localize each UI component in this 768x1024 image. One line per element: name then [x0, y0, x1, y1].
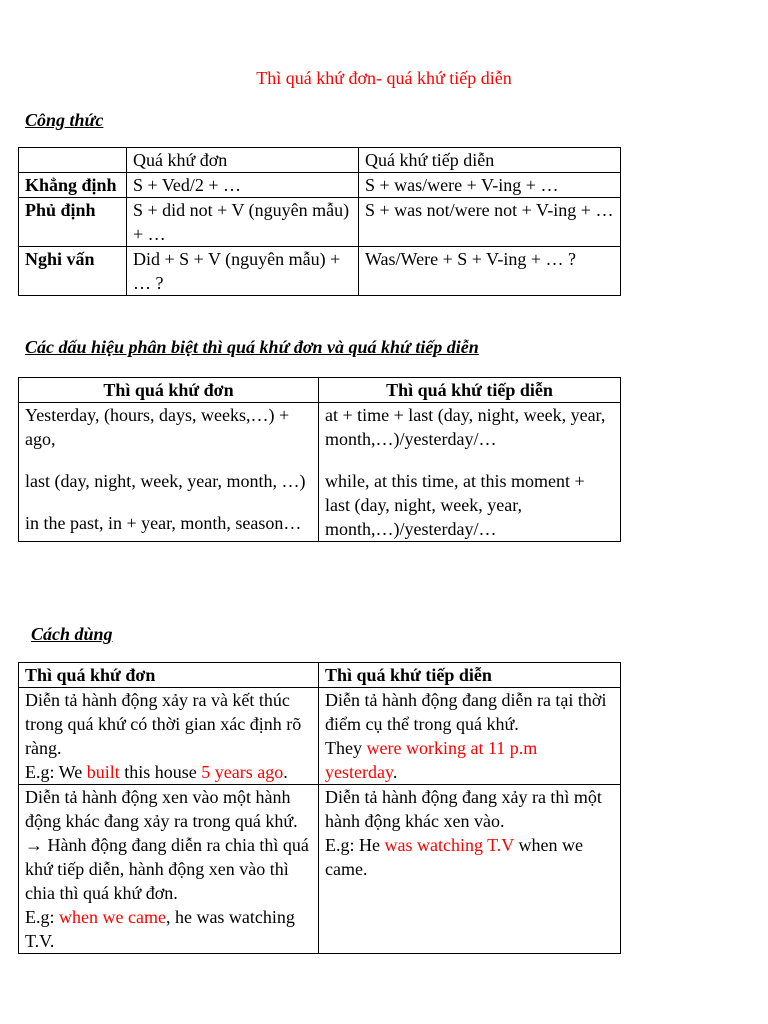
- example-highlight: 5 years ago: [201, 762, 284, 782]
- example-text: E.g: He: [325, 835, 385, 855]
- cell-continuous-negative: S + was not/were not + V-ing + …: [359, 198, 621, 247]
- table-row: [19, 688, 621, 785]
- usage-example: [325, 736, 614, 784]
- example-text: E.g:: [25, 907, 59, 927]
- usage-example: [25, 760, 312, 784]
- usage-description: Diễn tả hành động đang xảy ra thì một hành động khác xen vào.: [325, 787, 602, 831]
- example-text: , he was watching T.V.: [25, 907, 295, 951]
- table-header-simple-past: Thì quá khứ đơn: [19, 378, 319, 403]
- example-highlight: when we came: [59, 907, 166, 927]
- cell-continuous-usage-1: [319, 688, 621, 785]
- list-item: Yesterday, (hours, days, weeks,…) + ago,: [25, 405, 290, 449]
- list-item: in the past, in + year, month, season…: [25, 513, 302, 533]
- cell-simple-affirmative: S + Ved/2 + …: [127, 173, 359, 198]
- row-label-negative: Phủ định: [19, 198, 127, 247]
- formula-table: [18, 147, 621, 296]
- usage-description: Diễn tả hành động xen vào một hành động khác đang xảy ra trong quá khứ. → Hành động đang diễn ra chia thì quá khứ tiếp diễn, hành động xen vào thì chia thì quá khứ đơn.: [25, 787, 309, 903]
- example-text: E.g: We: [25, 762, 87, 782]
- table-header-past-continuous: Thì quá khứ tiếp diễn: [319, 663, 621, 688]
- cell-continuous-question: Was/Were + S + V-ing + … ?: [359, 247, 621, 296]
- list-item: last (day, night, week, year, month, …): [25, 471, 306, 491]
- page-title: Thì quá khứ đơn- quá khứ tiếp diễn: [256, 68, 512, 88]
- usage-example: [25, 905, 312, 953]
- example-highlight: was watching T.V: [384, 835, 514, 855]
- table-header-row: [19, 378, 621, 403]
- table-row: [19, 247, 621, 296]
- cell-simple-usage-1: [19, 688, 319, 785]
- table-header-simple-past: Quá khứ đơn: [127, 148, 359, 173]
- example-text: They: [325, 738, 367, 758]
- example-text: .: [392, 762, 398, 782]
- table-header-past-continuous: Thì quá khứ tiếp diễn: [319, 378, 621, 403]
- cell-continuous-usage-2: [319, 785, 621, 954]
- cell-continuous-affirmative: S + was/were + V-ing + …: [359, 173, 621, 198]
- section-heading-formula: Công thức: [25, 110, 104, 130]
- usage-example: [325, 833, 614, 881]
- usage-table: [18, 662, 621, 954]
- table-header-empty: [19, 148, 127, 173]
- table-header-row: [19, 663, 621, 688]
- example-text: when we came.: [325, 835, 583, 879]
- table-row: [19, 785, 621, 954]
- section-heading-usage: Cách dùng: [31, 624, 113, 644]
- row-label-affirmative: Khẳng định: [19, 173, 127, 198]
- list-item: while, at this time, at this moment + last (day, night, week, year, month,…)/yesterday/…: [325, 471, 585, 539]
- cell-continuous-signals: [319, 403, 621, 542]
- cell-simple-signals: [19, 403, 319, 542]
- table-row: [19, 198, 621, 247]
- signals-table: [18, 377, 621, 542]
- table-row: [19, 403, 621, 542]
- cell-simple-question: Did + S + V (nguyên mẫu) + … ?: [127, 247, 359, 296]
- cell-simple-negative: S + did not + V (nguyên mẫu) + …: [127, 198, 359, 247]
- cell-simple-usage-2: [19, 785, 319, 954]
- example-text: .: [283, 762, 288, 782]
- table-header-row: [19, 148, 621, 173]
- row-label-question: Nghi vấn: [19, 247, 127, 296]
- usage-description: Diễn tả hành động xảy ra và kết thúc trong quá khứ có thời gian xác định rõ ràng.: [25, 690, 302, 758]
- table-header-past-continuous: Quá khứ tiếp diễn: [359, 148, 621, 173]
- section-heading-signals: Các dấu hiệu phân biệt thì quá khứ đơn và quá khứ tiếp diễn: [25, 337, 479, 357]
- example-highlight: built: [86, 762, 120, 782]
- usage-description: Diễn tả hành động đang diễn ra tại thời điểm cụ thể trong quá khứ.: [325, 690, 607, 734]
- table-row: [19, 173, 621, 198]
- list-item: at + time + last (day, night, week, year, month,…)/yesterday/…: [325, 405, 606, 449]
- example-highlight: were working at 11 p.m yesterday: [325, 738, 538, 782]
- table-header-simple-past: Thì quá khứ đơn: [19, 663, 319, 688]
- example-text: this house: [119, 762, 202, 782]
